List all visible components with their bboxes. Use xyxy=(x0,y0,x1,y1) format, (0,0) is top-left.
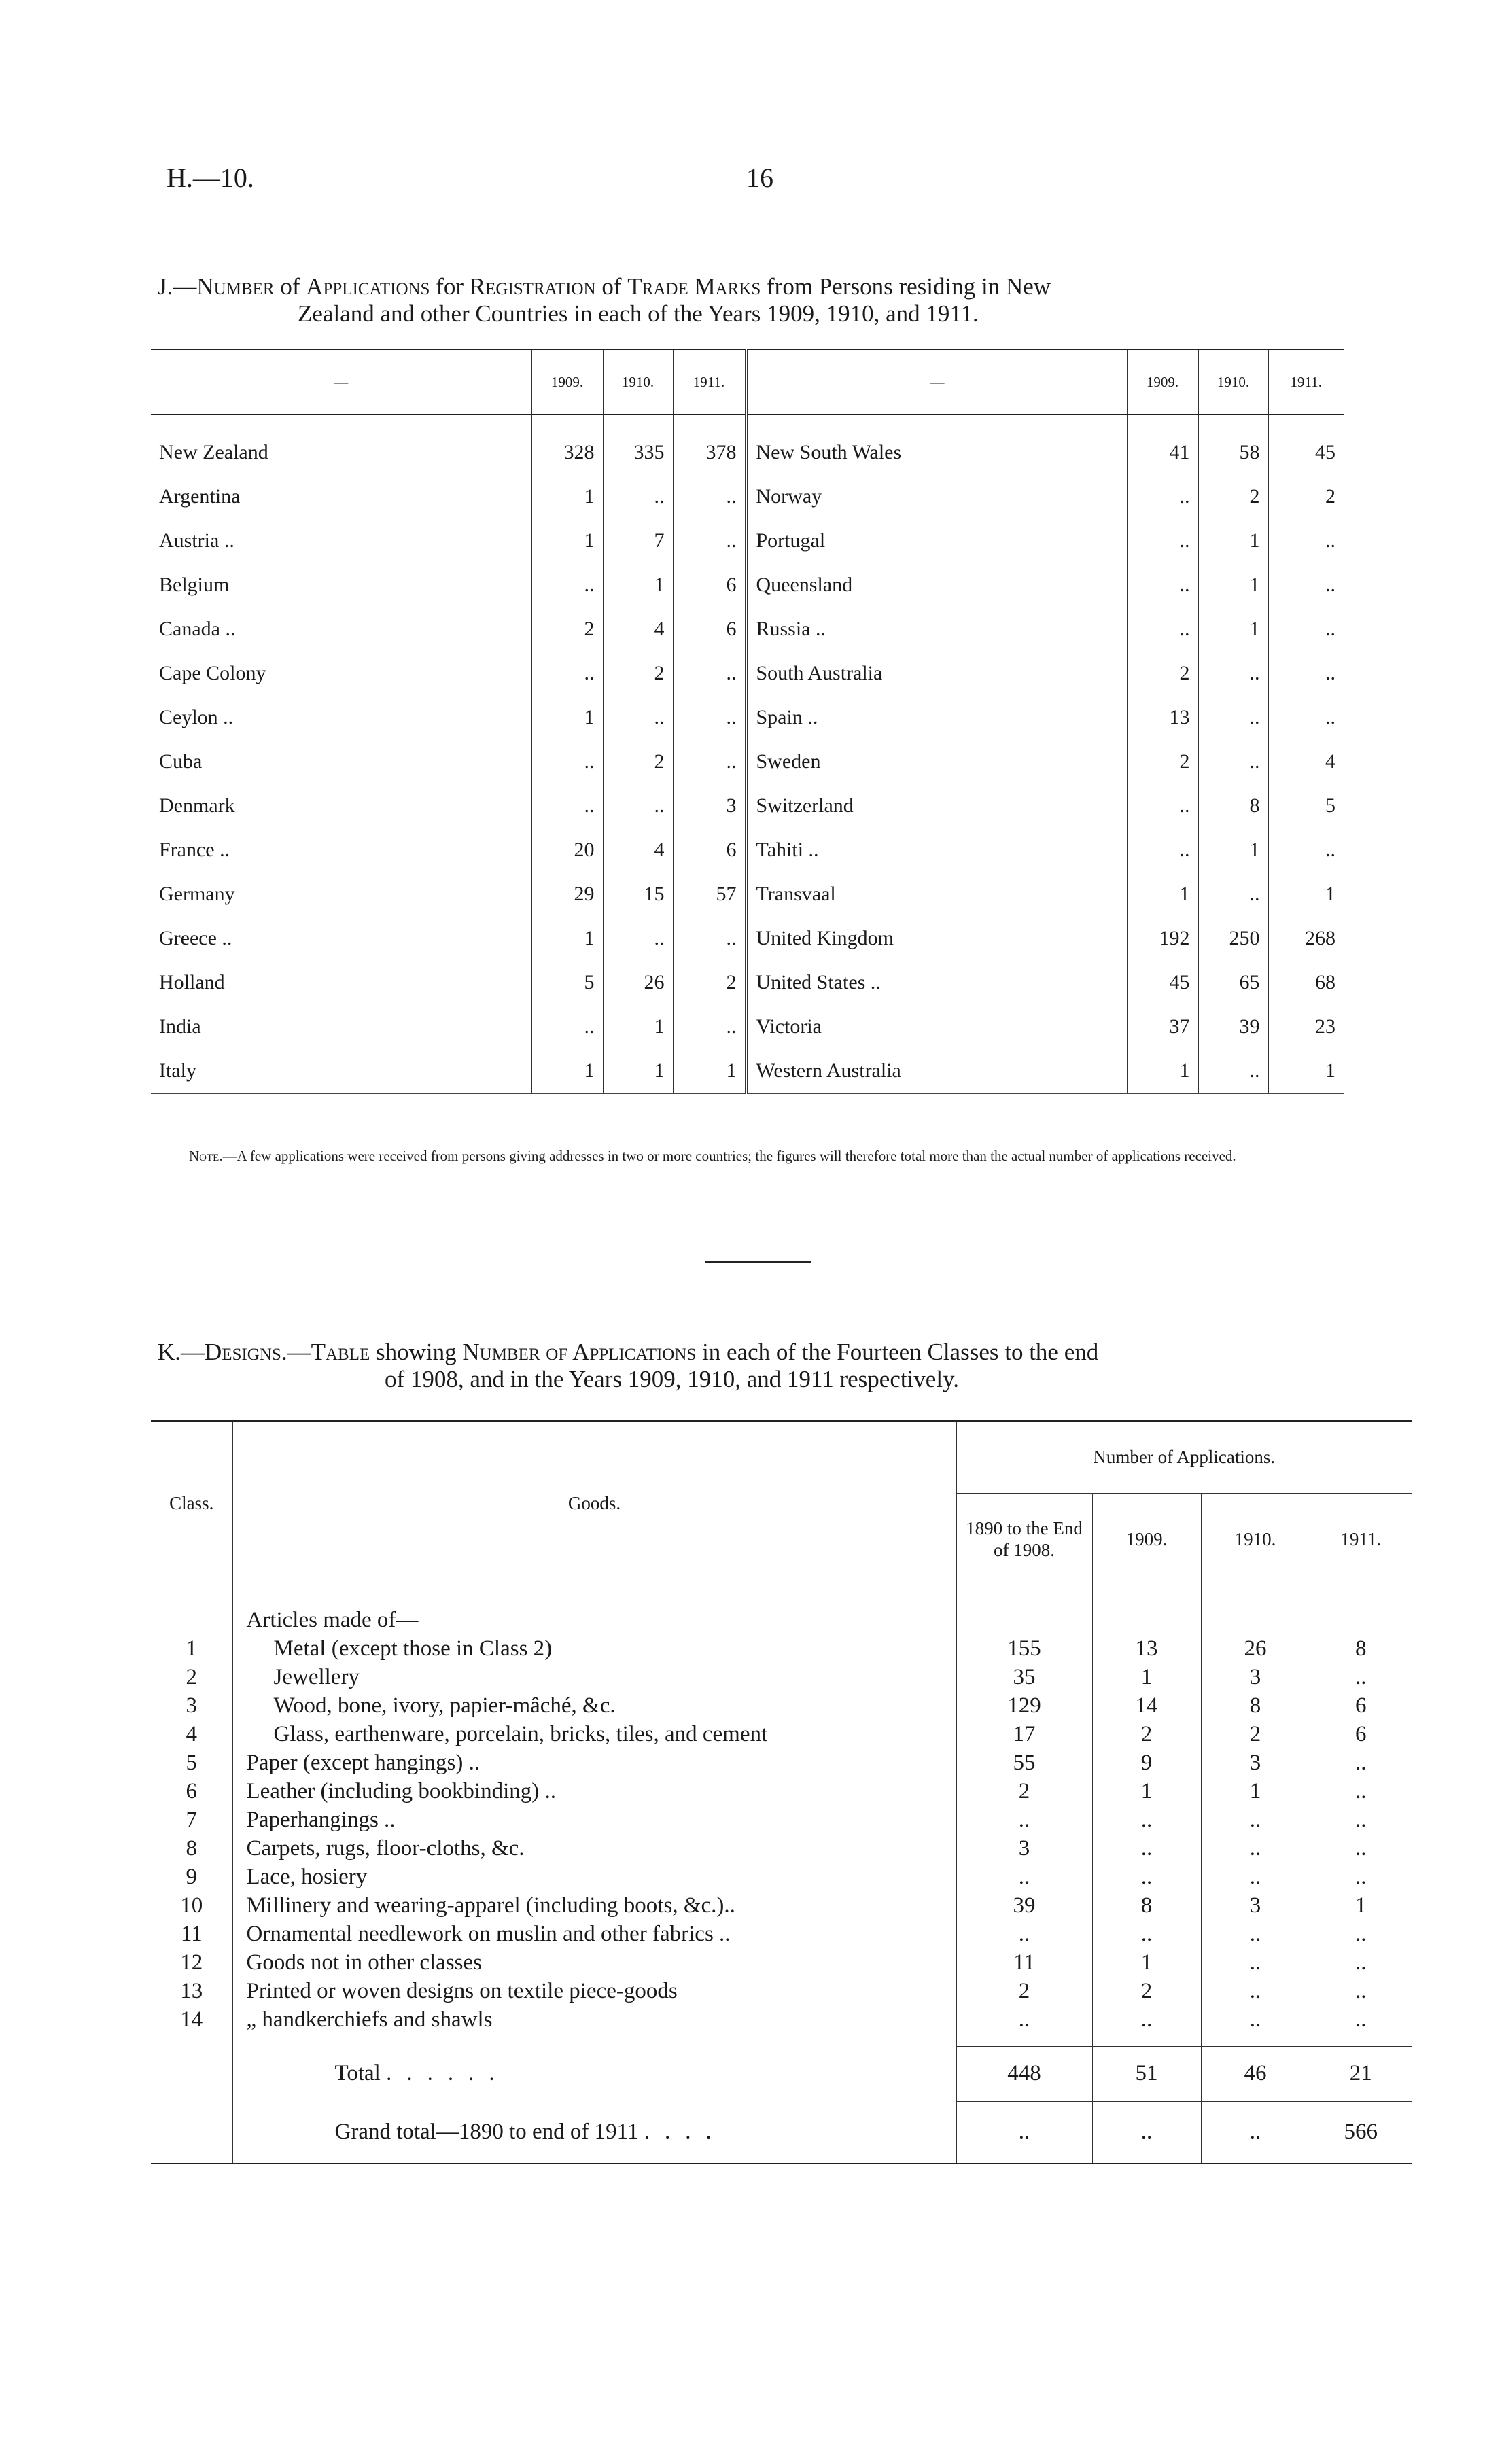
value-1911: .. xyxy=(673,916,746,960)
goods-description: Paperhangings .. xyxy=(232,1806,956,1834)
value-1910: 1 xyxy=(603,1049,673,1093)
country-name: Denmark xyxy=(159,794,235,817)
goods-description: Metal (except those in Class 2) xyxy=(232,1634,956,1663)
value-1909: .. xyxy=(1127,474,1198,518)
value-1909: 1 xyxy=(531,1049,603,1093)
value-1910: 1 xyxy=(603,563,673,607)
value-1911: 6 xyxy=(673,607,746,651)
value-1911: .. xyxy=(1268,563,1344,607)
value-1910: 65 xyxy=(1198,960,1268,1004)
value-1911: 1 xyxy=(1310,1891,1412,1920)
col-header-1909: 1909. xyxy=(531,349,603,415)
table-row xyxy=(151,1691,1412,1720)
value-to-1908: 35 xyxy=(956,1663,1092,1691)
value-1909: .. xyxy=(1127,607,1198,651)
value-to-1908: 155 xyxy=(956,1634,1092,1663)
value-1909: 37 xyxy=(1127,1004,1198,1049)
value-to-1908: 17 xyxy=(956,1720,1092,1748)
country-name: Greece .. xyxy=(159,926,232,949)
value-1911: 5 xyxy=(1268,784,1344,828)
country-name: United Kingdom xyxy=(746,916,1127,960)
grand-total-to-1908: .. xyxy=(956,2101,1092,2164)
value-1910: 7 xyxy=(603,518,673,563)
grand-total-1911: 566 xyxy=(1310,2101,1412,2164)
country-name: Austria .. xyxy=(159,529,234,552)
class-number: 9 xyxy=(186,1865,197,1889)
table-row xyxy=(151,695,1344,739)
value-1911: 68 xyxy=(1268,960,1344,1004)
grand-total-1910: .. xyxy=(1201,2101,1310,2164)
table-row xyxy=(151,1891,1412,1920)
country-name: Portugal xyxy=(746,518,1127,563)
value-1911: .. xyxy=(1268,607,1344,651)
goods-description: Millinery and wearing-apparel (including boots, &c.).. xyxy=(232,1891,956,1920)
goods-description: Printed or woven designs on textile piece-goods xyxy=(232,1977,956,2005)
total-label: Total ...... xyxy=(232,2046,956,2101)
note-label: Note. xyxy=(189,1148,223,1164)
value-1911: 57 xyxy=(673,872,746,916)
table-row xyxy=(151,1720,1412,1748)
value-1909: .. xyxy=(1092,1834,1201,1863)
col-header-class: Class. xyxy=(151,1421,232,1585)
table-row xyxy=(151,1777,1412,1806)
value-1909: 20 xyxy=(531,828,603,872)
goods-description: Lace, hosiery xyxy=(232,1863,956,1891)
country-name: Spain .. xyxy=(746,695,1127,739)
value-1909: .. xyxy=(531,563,603,607)
country-name: India xyxy=(159,1015,201,1038)
value-1910: 2 xyxy=(603,651,673,695)
report-reference: H.—10. xyxy=(167,162,254,193)
table-j-body xyxy=(151,415,1344,1093)
value-1911: .. xyxy=(673,474,746,518)
value-1911: .. xyxy=(1268,695,1344,739)
table-row xyxy=(151,518,1344,563)
value-1909: 13 xyxy=(1092,1634,1201,1663)
goods-description: „ handkerchiefs and shawls xyxy=(232,2005,956,2034)
col-header-blank: — xyxy=(746,349,1127,415)
value-1909: 29 xyxy=(531,872,603,916)
class-number: 8 xyxy=(186,1836,197,1861)
table-row xyxy=(151,1806,1412,1834)
value-1910: 8 xyxy=(1198,784,1268,828)
col-header-1910: 1910. xyxy=(603,349,673,415)
value-1909: 192 xyxy=(1127,916,1198,960)
value-to-1908: .. xyxy=(956,1920,1092,1948)
value-to-1908: 129 xyxy=(956,1691,1092,1720)
value-1911: 8 xyxy=(1310,1634,1412,1663)
value-1911: .. xyxy=(1310,1748,1412,1777)
value-1910: 1 xyxy=(1198,828,1268,872)
value-1910: 2 xyxy=(1201,1720,1310,1748)
value-1911: 2 xyxy=(1268,474,1344,518)
value-1911: .. xyxy=(1310,1948,1412,1977)
value-1909: 1 xyxy=(531,518,603,563)
spacer-row xyxy=(151,2034,1412,2046)
country-name: Norway xyxy=(746,474,1127,518)
country-name: Tahiti .. xyxy=(746,828,1127,872)
value-1909: 8 xyxy=(1092,1891,1201,1920)
value-1910: 3 xyxy=(1201,1891,1310,1920)
value-to-1908: .. xyxy=(956,2005,1092,2034)
value-1910: 3 xyxy=(1201,1663,1310,1691)
value-1910: .. xyxy=(1198,872,1268,916)
value-1911: 6 xyxy=(1310,1691,1412,1720)
value-1911: .. xyxy=(1310,1834,1412,1863)
value-1909: .. xyxy=(531,651,603,695)
value-1910: .. xyxy=(1201,1977,1310,2005)
value-1909: 13 xyxy=(1127,695,1198,739)
table-row xyxy=(151,739,1344,784)
value-1909: 1 xyxy=(1092,1777,1201,1806)
value-1909: 1 xyxy=(531,474,603,518)
value-1909: 2 xyxy=(1092,1977,1201,2005)
value-1909: 1 xyxy=(1127,1049,1198,1093)
value-1909: 45 xyxy=(1127,960,1198,1004)
value-1910: 2 xyxy=(1198,474,1268,518)
value-1909: .. xyxy=(1127,518,1198,563)
table-row xyxy=(151,2005,1412,2034)
country-name: France .. xyxy=(159,838,230,861)
value-1911: 3 xyxy=(673,784,746,828)
goods-description: Leather (including bookbinding) .. xyxy=(232,1777,956,1806)
value-1911: .. xyxy=(1268,651,1344,695)
total-1911: 21 xyxy=(1310,2046,1412,2101)
value-to-1908: .. xyxy=(956,1863,1092,1891)
value-1910: .. xyxy=(1198,1049,1268,1093)
value-1910: 1 xyxy=(1198,563,1268,607)
value-1911: .. xyxy=(1310,1777,1412,1806)
value-1910: 39 xyxy=(1198,1004,1268,1049)
value-1911: 23 xyxy=(1268,1004,1344,1049)
table-k-title-line2: of 1908, and in the Years 1909, 1910, and 1911 respectively. xyxy=(385,1366,960,1392)
table-row xyxy=(151,474,1344,518)
value-1910: .. xyxy=(1198,695,1268,739)
country-name: Cape Colony xyxy=(159,661,266,684)
value-1911: .. xyxy=(1310,1977,1412,2005)
country-name: Canada .. xyxy=(159,617,236,640)
value-1910: 1 xyxy=(1201,1777,1310,1806)
table-k-header-row-1 xyxy=(151,1421,1412,1494)
value-1911: 45 xyxy=(1268,415,1344,474)
country-name: Ceylon .. xyxy=(159,705,234,728)
value-to-1908: 2 xyxy=(956,1777,1092,1806)
value-1909: .. xyxy=(1092,1806,1201,1834)
table-row xyxy=(151,1663,1412,1691)
value-1909: .. xyxy=(531,739,603,784)
country-name: United States .. xyxy=(746,960,1127,1004)
table-row xyxy=(151,1049,1344,1093)
value-1910: 1 xyxy=(1198,518,1268,563)
value-1910: 4 xyxy=(603,607,673,651)
class-number: 11 xyxy=(180,1922,203,1946)
value-to-1908: 11 xyxy=(956,1948,1092,1977)
col-header-1910: 1910. xyxy=(1201,1494,1310,1585)
value-1911: .. xyxy=(673,1004,746,1049)
class-number: 12 xyxy=(180,1950,203,1975)
goods-description: Goods not in other classes xyxy=(232,1948,956,1977)
value-1911: .. xyxy=(1268,518,1344,563)
value-to-1908: 55 xyxy=(956,1748,1092,1777)
table-row xyxy=(151,784,1344,828)
value-1909: .. xyxy=(1092,1920,1201,1948)
class-number: 14 xyxy=(180,2007,203,2032)
class-number: 13 xyxy=(180,1979,203,2003)
country-name: Western Australia xyxy=(746,1049,1127,1093)
value-1910: 4 xyxy=(603,828,673,872)
table-k-title-line1: K.—Designs.—Table showing Number of Applications in each of the Fourteen Classes to the end xyxy=(158,1339,1099,1365)
table-j-header-row xyxy=(151,349,1344,415)
table-row xyxy=(151,1948,1412,1977)
value-1911: .. xyxy=(1310,1863,1412,1891)
goods-description: Ornamental needlework on muslin and other fabrics .. xyxy=(232,1920,956,1948)
table-row xyxy=(151,1977,1412,2005)
value-1910: 26 xyxy=(603,960,673,1004)
class-number: 1 xyxy=(186,1636,197,1661)
value-1911: .. xyxy=(673,651,746,695)
goods-description: Paper (except hangings) .. xyxy=(232,1748,956,1777)
col-header-1910: 1910. xyxy=(1198,349,1268,415)
table-k-body xyxy=(151,1585,1412,2047)
total-row xyxy=(151,2046,1412,2101)
value-to-1908: .. xyxy=(956,1806,1092,1834)
value-1911: 4 xyxy=(1268,739,1344,784)
class-number: 10 xyxy=(180,1893,203,1918)
class-number: 5 xyxy=(186,1750,197,1775)
value-1909: 14 xyxy=(1092,1691,1201,1720)
value-1911: .. xyxy=(1268,828,1344,872)
value-1910: .. xyxy=(1198,739,1268,784)
table-row xyxy=(151,1863,1412,1891)
value-to-1908: 2 xyxy=(956,1977,1092,2005)
value-to-1908: 3 xyxy=(956,1834,1092,1863)
table-j-title-line2: Zealand and other Countries in each of the Years 1909, 1910, and 1911. xyxy=(298,300,979,327)
table-row xyxy=(151,1004,1344,1049)
goods-description: Glass, earthenware, porcelain, bricks, tiles, and cement xyxy=(232,1720,956,1748)
value-1909: 41 xyxy=(1127,415,1198,474)
value-1909: .. xyxy=(531,784,603,828)
value-1910: 2 xyxy=(603,739,673,784)
value-to-1908: 39 xyxy=(956,1891,1092,1920)
value-1910: 58 xyxy=(1198,415,1268,474)
value-1911: .. xyxy=(1310,1663,1412,1691)
goods-description: Wood, bone, ivory, papier-mâché, &c. xyxy=(232,1691,956,1720)
value-1910: 3 xyxy=(1201,1748,1310,1777)
value-1910: .. xyxy=(1201,2005,1310,2034)
value-1909: .. xyxy=(1092,1863,1201,1891)
class-number: 7 xyxy=(186,1808,197,1832)
section-divider xyxy=(705,1261,811,1263)
table-row xyxy=(151,828,1344,872)
country-name: Russia .. xyxy=(746,607,1127,651)
goods-description: Carpets, rugs, floor-cloths, &c. xyxy=(232,1834,956,1863)
value-1910: .. xyxy=(603,916,673,960)
table-j-note xyxy=(151,1148,1344,1163)
class-number: 4 xyxy=(186,1722,197,1746)
country-name: Sweden xyxy=(746,739,1127,784)
country-name: New South Wales xyxy=(746,415,1127,474)
table-row xyxy=(151,1634,1412,1663)
table-row xyxy=(151,872,1344,916)
value-1911: .. xyxy=(673,695,746,739)
value-1909: 1 xyxy=(1127,872,1198,916)
value-1910: 15 xyxy=(603,872,673,916)
col-header-to-1908: 1890 to the End of 1908. xyxy=(956,1494,1092,1585)
value-1910: .. xyxy=(603,784,673,828)
total-1910: 46 xyxy=(1201,2046,1310,2101)
table-row xyxy=(151,916,1344,960)
table-k xyxy=(151,1420,1412,2164)
table-row xyxy=(151,563,1344,607)
goods-description: Jewellery xyxy=(232,1663,956,1691)
page-number: 16 xyxy=(746,162,773,193)
table-row xyxy=(151,651,1344,695)
country-name: Transvaal xyxy=(746,872,1127,916)
value-1909: 1 xyxy=(531,916,603,960)
value-1910: .. xyxy=(1201,1948,1310,1977)
value-1911: .. xyxy=(1310,2005,1412,2034)
value-1910: .. xyxy=(1198,651,1268,695)
value-1909: .. xyxy=(1127,828,1198,872)
table-k-totals xyxy=(151,2046,1412,2164)
value-1911: .. xyxy=(1310,1920,1412,1948)
value-1909: .. xyxy=(1127,563,1198,607)
country-name: Queensland xyxy=(746,563,1127,607)
value-1911: 6 xyxy=(673,828,746,872)
table-row xyxy=(151,607,1344,651)
col-header-number-of-applications: Number of Applications. xyxy=(956,1421,1412,1494)
table-row xyxy=(151,1834,1412,1863)
country-name: Cuba xyxy=(159,750,203,773)
value-1910: 250 xyxy=(1198,916,1268,960)
value-1909: 1 xyxy=(1092,1948,1201,1977)
total-to-1908: 448 xyxy=(956,2046,1092,2101)
class-number: 6 xyxy=(186,1779,197,1803)
table-j-title xyxy=(158,273,1354,328)
table-row xyxy=(151,960,1344,1004)
value-1909: 2 xyxy=(1092,1720,1201,1748)
value-1909: 2 xyxy=(531,607,603,651)
country-name: Italy xyxy=(151,1049,531,1093)
value-1909: .. xyxy=(1127,784,1198,828)
value-1910: 1 xyxy=(1198,607,1268,651)
value-1911: 378 xyxy=(673,415,746,474)
class-number: 2 xyxy=(186,1665,197,1689)
col-header-1911: 1911. xyxy=(1268,349,1344,415)
value-1911: 6 xyxy=(1310,1720,1412,1748)
col-header-goods: Goods. xyxy=(232,1421,956,1585)
value-1911: 1 xyxy=(1268,872,1344,916)
value-1911: .. xyxy=(1310,1806,1412,1834)
value-1911: 1 xyxy=(673,1049,746,1093)
value-1909: .. xyxy=(1092,2005,1201,2034)
table-row xyxy=(151,415,1344,474)
articles-heading-row xyxy=(151,1585,1412,1635)
col-header-1911: 1911. xyxy=(673,349,746,415)
value-1910: 1 xyxy=(603,1004,673,1049)
table-j xyxy=(151,349,1344,1094)
grand-total-label: Grand total—1890 to end of 1911 .... xyxy=(232,2101,956,2164)
value-1910: .. xyxy=(1201,1834,1310,1863)
value-1910: .. xyxy=(1201,1863,1310,1891)
value-1911: 6 xyxy=(673,563,746,607)
value-1909: 328 xyxy=(531,415,603,474)
value-1909: 1 xyxy=(1092,1663,1201,1691)
grand-total-1909: .. xyxy=(1092,2101,1201,2164)
value-1910: 335 xyxy=(603,415,673,474)
class-number: 3 xyxy=(186,1693,197,1718)
table-row xyxy=(151,1920,1412,1948)
value-1911: .. xyxy=(673,518,746,563)
country-name: Holland xyxy=(159,970,225,993)
value-1910: .. xyxy=(603,695,673,739)
country-name: New Zealand xyxy=(159,440,268,463)
country-name: South Australia xyxy=(746,651,1127,695)
country-name: Switzerland xyxy=(746,784,1127,828)
value-1909: .. xyxy=(531,1004,603,1049)
value-1911: 2 xyxy=(673,960,746,1004)
country-name: Argentina xyxy=(159,485,241,508)
value-1910: .. xyxy=(1201,1806,1310,1834)
col-header-1909: 1909. xyxy=(1127,349,1198,415)
articles-heading: Articles made of— xyxy=(232,1585,956,1635)
value-1909: 2 xyxy=(1127,739,1198,784)
value-1909: 1 xyxy=(531,695,603,739)
value-1910: .. xyxy=(603,474,673,518)
value-1911: 1 xyxy=(1268,1049,1344,1093)
value-1909: 5 xyxy=(531,960,603,1004)
table-k-title xyxy=(158,1339,1354,1393)
note-text: —A few applications were received from persons giving addresses in two or more countries; the figures will therefore total more than the actual number of applications received. xyxy=(222,1148,1236,1164)
col-header-blank: — xyxy=(151,349,531,415)
value-1911: .. xyxy=(673,739,746,784)
value-1910: 26 xyxy=(1201,1634,1310,1663)
value-1909: 2 xyxy=(1127,651,1198,695)
value-1909: 9 xyxy=(1092,1748,1201,1777)
grand-total-row xyxy=(151,2101,1412,2164)
country-name: Victoria xyxy=(746,1004,1127,1049)
table-row xyxy=(151,1748,1412,1777)
col-header-1911: 1911. xyxy=(1310,1494,1412,1585)
value-1910: .. xyxy=(1201,1920,1310,1948)
country-name: Germany xyxy=(159,882,235,905)
total-1909: 51 xyxy=(1092,2046,1201,2101)
col-header-1909: 1909. xyxy=(1092,1494,1201,1585)
table-j-title-line1: J.—Number of Applications for Registration of Trade Marks from Persons residing in New xyxy=(158,273,1051,300)
value-1911: 268 xyxy=(1268,916,1344,960)
country-name: Belgium xyxy=(159,573,230,596)
value-1910: 8 xyxy=(1201,1691,1310,1720)
